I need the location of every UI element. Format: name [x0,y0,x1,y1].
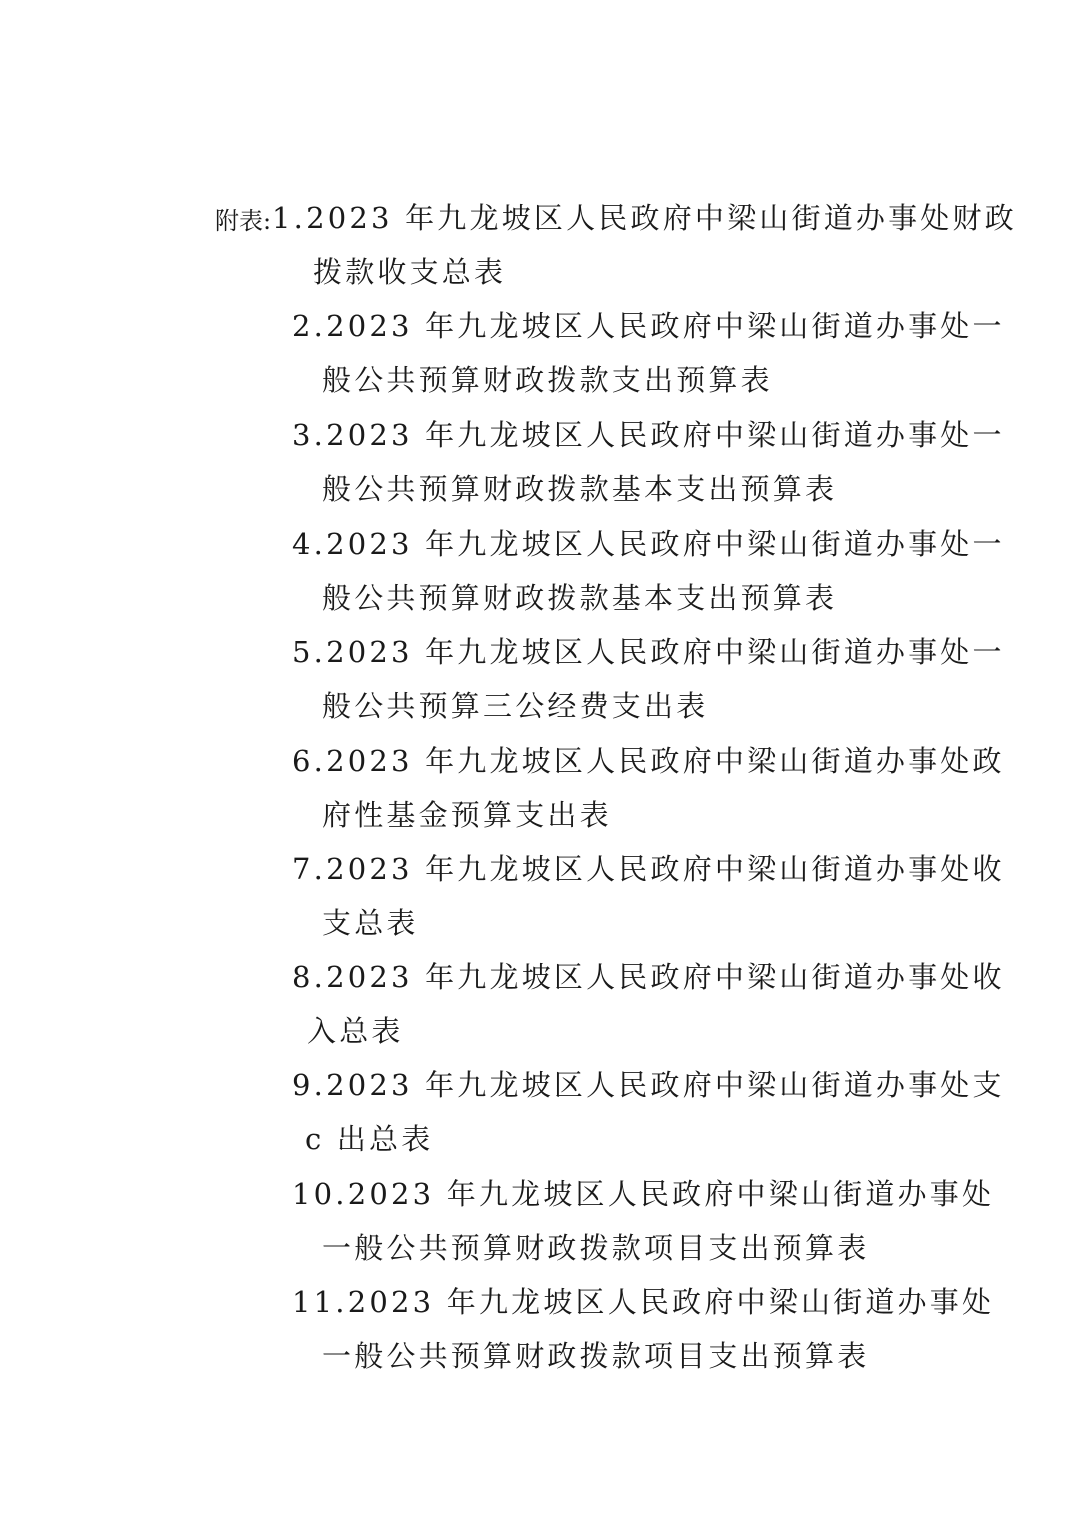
attachment-item-1-line1: 1.2023 年九龙坡区人民政府中梁山街道办事处财政 [272,201,1017,235]
attachment-item-1-line2: 拨款收支总表 [313,255,507,289]
attachment-item-8-line1: 8.2023 年九龙坡区人民政府中梁山街道办事处收 [292,960,1005,994]
attachment-item-5-line1: 5.2023 年九龙坡区人民政府中梁山街道办事处一 [292,635,1005,669]
attachment-item-6-line2: 府性基金预算支出表 [322,798,612,832]
attachment-item-7-line1: 7.2023 年九龙坡区人民政府中梁山街道办事处收 [292,852,1005,886]
attachment-item-5-line2: 般公共预算三公经费支出表 [322,689,709,723]
attachment-prefix: 附表: [215,207,272,235]
attachment-item-2-line1: 2.2023 年九龙坡区人民政府中梁山街道办事处一 [292,309,1005,343]
attachment-item-10-line1: 10.2023 年九龙坡区人民政府中梁山街道办事处 [292,1177,995,1211]
attachment-item-3-line1: 3.2023 年九龙坡区人民政府中梁山街道办事处一 [292,418,1005,452]
attachment-item-2-line2: 般公共预算财政拨款支出预算表 [322,363,773,397]
attachment-item-4-line1: 4.2023 年九龙坡区人民政府中梁山街道办事处一 [292,527,1005,561]
attachment-item-9-line2: c 出总表 [305,1122,434,1156]
attachment-item-10-line2: 一般公共预算财政拨款项目支出预算表 [322,1231,870,1265]
attachment-item-8-line2: 入总表 [307,1014,404,1048]
attachment-item-6-line1: 6.2023 年九龙坡区人民政府中梁山街道办事处政 [292,744,1005,778]
attachment-item-3-line2: 般公共预算财政拨款基本支出预算表 [322,472,838,506]
attachment-item-11-line2: 一般公共预算财政拨款项目支出预算表 [322,1339,870,1373]
attachment-item-9-line1: 9.2023 年九龙坡区人民政府中梁山街道办事处支 [292,1068,1005,1102]
attachment-item-7-line2: 支总表 [322,906,419,940]
attachment-item-4-line2: 般公共预算财政拨款基本支出预算表 [322,581,838,615]
attachment-item-11-line1: 11.2023 年九龙坡区人民政府中梁山街道办事处 [292,1285,995,1319]
